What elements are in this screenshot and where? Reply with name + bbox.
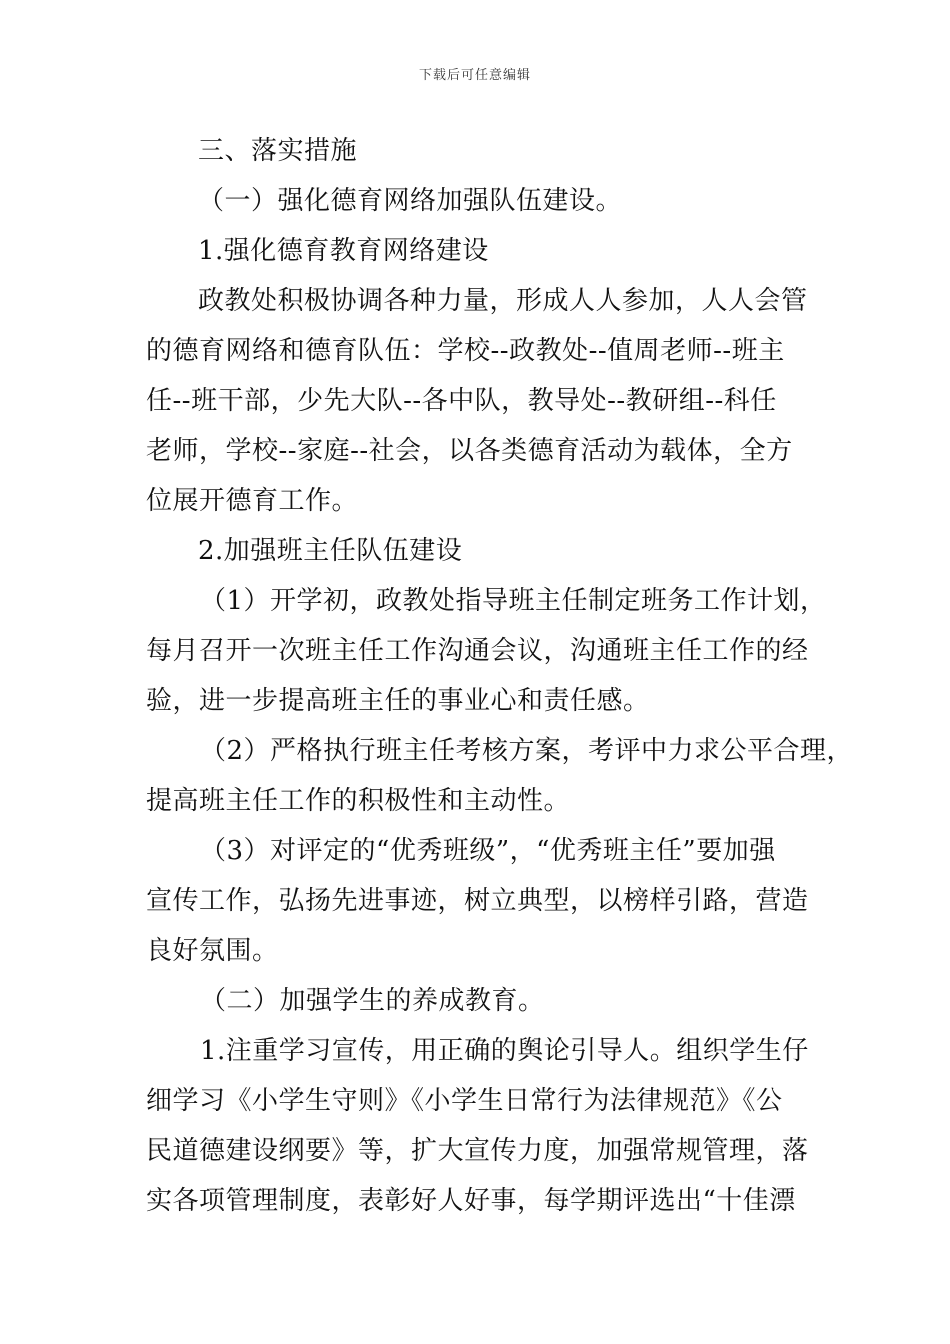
paragraph-line: 1.注重学习宣传，用正确的舆论引导人。组织学生仔 — [200, 1036, 809, 1066]
paragraph-line: 的德育网络和德育队伍：学校--政教处--值周老师--班主 — [146, 336, 785, 366]
paragraph-line: （3）对评定的“优秀班级”，“优秀班主任”要加强 — [200, 836, 776, 866]
paragraph-line: 良好氛围。 — [146, 936, 279, 966]
paragraph-line: （1）开学初，政教处指导班主任制定班务工作计划， — [200, 586, 827, 616]
paragraph-line: 政教处积极协调各种力量，形成人人参加，人人会管 — [198, 286, 808, 316]
paragraph-line: 实各项管理制度，表彰好人好事，每学期评选出“十佳漂 — [146, 1186, 796, 1216]
item-heading: 2.加强班主任队伍建设 — [198, 536, 463, 566]
subsection-heading: （二）加强学生的养成教育。 — [200, 986, 545, 1016]
page-header: 下载后可任意编辑 — [418, 68, 531, 83]
paragraph-line: 提高班主任工作的积极性和主动性。 — [146, 786, 571, 816]
subsection-heading: （一）强化德育网络加强队伍建设。 — [198, 186, 623, 216]
document-body — [146, 126, 854, 1226]
paragraph-line: 任--班干部，少先大队--各中队，教导处--教研组--科任 — [146, 386, 777, 416]
item-heading: 1.强化德育教育网络建设 — [198, 236, 489, 266]
paragraph-line: （2）严格执行班主任考核方案，考评中力求公平合理， — [200, 736, 854, 766]
paragraph-line: 民道德建设纲要》等，扩大宣传力度，加强常规管理，落 — [146, 1136, 809, 1166]
paragraph-line: 老师，学校--家庭--社会，以各类德育活动为载体，全方 — [146, 436, 793, 466]
paragraph-line: 位展开德育工作。 — [146, 486, 359, 516]
paragraph-line: 宣传工作，弘扬先进事迹，树立典型，以榜样引路，营造 — [146, 886, 809, 916]
section-heading: 三、落实措施 — [198, 136, 358, 166]
paragraph-line: 验，进一步提高班主任的事业心和责任感。 — [146, 686, 650, 716]
paragraph-line: 每月召开一次班主任工作沟通会议，沟通班主任工作的经 — [146, 636, 809, 666]
paragraph-line: 细学习《小学生守则》《小学生日常行为法律规范》《公 — [146, 1086, 783, 1116]
